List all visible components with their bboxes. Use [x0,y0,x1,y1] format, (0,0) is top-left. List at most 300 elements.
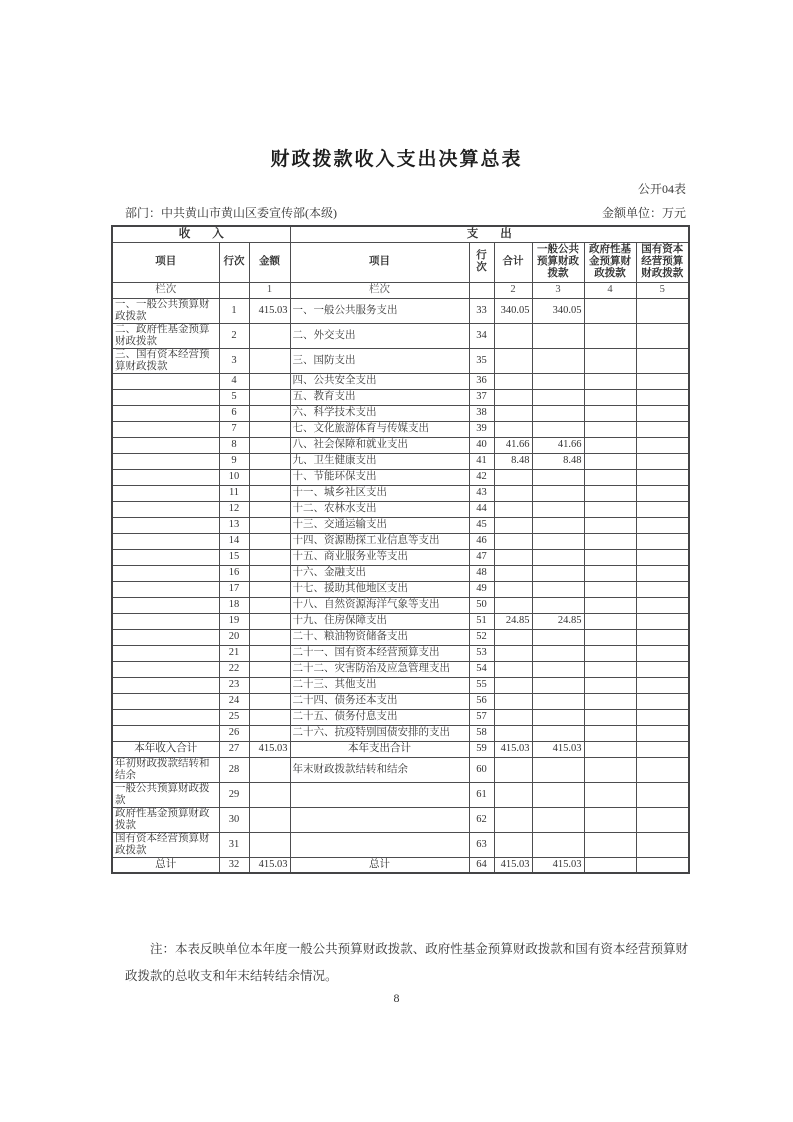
income-item-cell [112,661,219,677]
expense-general-public-cell: 415.03 [532,857,584,873]
expense-state-capital-cell [636,469,689,485]
expense-total-cell [494,405,532,421]
income-amount-cell [249,782,290,807]
expense-rowno-cell: 64 [469,857,494,873]
expense-item-cell: 六、科学技术支出 [290,405,469,421]
expense-general-public-cell [532,323,584,348]
income-amount-cell [249,389,290,405]
expense-gov-fund-cell [584,677,636,693]
column-header-row [112,242,689,282]
expense-col-index: 3 [532,282,584,298]
expense-item-cell: 七、文化旅游体育与传媒支出 [290,421,469,437]
expense-item-cell: 十七、援助其他地区支出 [290,581,469,597]
income-rowno-cell: 16 [219,565,249,581]
expense-state-capital-cell [636,645,689,661]
table-row [112,757,689,782]
income-amount-cell [249,709,290,725]
fiscal-summary-table [111,225,690,874]
expense-rowno-cell: 60 [469,757,494,782]
expense-total-cell [494,323,532,348]
page-title: 财政拨款收入支出决算总表 [270,149,523,170]
income-rowno-cell: 32 [219,857,249,873]
expense-gov-fund-cell [584,832,636,857]
expense-item-cell: 五、教育支出 [290,389,469,405]
expense-total-cell [494,832,532,857]
table-row [112,533,689,549]
expense-gov-fund-cell [584,597,636,613]
income-amount-cell [249,677,290,693]
expense-general-public-cell [532,389,584,405]
expense-rowno-cell: 40 [469,437,494,453]
income-amount-cell [249,565,290,581]
income-amount-cell [249,725,290,741]
expense-total-cell [494,581,532,597]
expense-total-header: 合计 [494,242,532,282]
expense-item-cell: 本年支出合计 [290,741,469,757]
expense-gov-fund-cell [584,857,636,873]
expense-total-cell [494,549,532,565]
income-rowno-cell: 22 [219,661,249,677]
income-rowno-cell: 3 [219,348,249,373]
expense-col-index: 2 [494,282,532,298]
income-item-cell: 总计 [112,857,219,873]
expense-total-cell: 415.03 [494,741,532,757]
expense-general-public-cell [532,757,584,782]
income-amount-cell: 415.03 [249,298,290,323]
table-row [112,645,689,661]
income-item-cell [112,437,219,453]
expense-state-capital-cell [636,807,689,832]
income-item-cell [112,549,219,565]
expense-general-public-cell [532,533,584,549]
expense-general-public-cell [532,661,584,677]
expense-state-capital-cell [636,832,689,857]
expense-state-capital-cell [636,741,689,757]
income-rowno-cell: 12 [219,501,249,517]
expense-rowno-cell: 44 [469,501,494,517]
income-rowno-cell: 2 [219,323,249,348]
income-rowno-cell: 20 [219,629,249,645]
expense-item-cell: 四、公共安全支出 [290,373,469,389]
expense-gov-fund-cell [584,782,636,807]
income-amount-cell [249,323,290,348]
income-rowno-cell: 28 [219,757,249,782]
expense-item-cell: 十一、城乡社区支出 [290,485,469,501]
expense-item-cell: 十四、资源勘探工业信息等支出 [290,533,469,549]
expense-state-capital-cell [636,453,689,469]
expense-total-cell: 8.48 [494,453,532,469]
income-rowno-cell: 10 [219,469,249,485]
section-header-row [112,226,689,242]
expense-rowno-cell: 45 [469,517,494,533]
expense-gov-fund-cell [584,693,636,709]
expense-rowno-cell: 50 [469,597,494,613]
income-rowno-cell: 21 [219,645,249,661]
expense-state-capital-cell [636,581,689,597]
expense-item-cell [290,782,469,807]
expense-state-capital-cell [636,501,689,517]
table-row [112,517,689,533]
income-item-cell [112,565,219,581]
income-item-cell [112,485,219,501]
income-rowno-cell: 24 [219,693,249,709]
income-item-cell [112,405,219,421]
expense-state-capital-cell [636,373,689,389]
expense-total-cell [494,373,532,389]
expense-general-public-cell: 41.66 [532,437,584,453]
table-row [112,597,689,613]
expense-item-cell [290,807,469,832]
expense-total-cell [494,348,532,373]
income-amount-cell [249,501,290,517]
income-rowno-cell: 27 [219,741,249,757]
expense-state-capital-cell [636,709,689,725]
expense-general-public-cell [532,469,584,485]
income-amount-cell [249,645,290,661]
expense-item-cell: 十九、住房保障支出 [290,613,469,629]
expense-gov-fund-cell [584,373,636,389]
expense-item-cell: 九、卫生健康支出 [290,453,469,469]
income-rowno-cell: 11 [219,485,249,501]
expense-gov-fund-cell [584,613,636,629]
expense-gov-fund-cell [584,757,636,782]
index-empty-cell [219,282,249,298]
income-item-cell: 本年收入合计 [112,741,219,757]
expense-gov-fund-cell [584,405,636,421]
income-rowno-cell: 13 [219,517,249,533]
expense-item-cell: 十五、商业服务业等支出 [290,549,469,565]
expense-state-capital-cell [636,485,689,501]
income-index-label: 栏次 [112,282,219,298]
expense-gov-fund-cell [584,421,636,437]
table-row [112,629,689,645]
expense-total-cell: 24.85 [494,613,532,629]
expense-item-cell: 年末财政拨款结转和结余 [290,757,469,782]
income-rowno-cell: 6 [219,405,249,421]
expense-general-public-cell [532,549,584,565]
gov-fund-budget-header: 政府性基金预算财政拨款 [584,242,636,282]
expense-general-public-cell [532,725,584,741]
expense-state-capital-cell [636,405,689,421]
expense-gov-fund-cell [584,565,636,581]
income-rowno-cell: 19 [219,613,249,629]
expense-section-header [290,226,689,242]
expense-rowno-cell: 56 [469,693,494,709]
expense-item-cell: 一、一般公共服务支出 [290,298,469,323]
expense-total-cell [494,597,532,613]
expense-item-cell: 十三、交通运输支出 [290,517,469,533]
expense-rowno-cell: 38 [469,405,494,421]
expense-rowno-cell: 46 [469,533,494,549]
income-rowno-cell: 7 [219,421,249,437]
expense-state-capital-cell [636,389,689,405]
income-item-cell: 一、一般公共预算财政拨款 [112,298,219,323]
expense-item-cell: 十六、金融支出 [290,565,469,581]
column-index-row [112,282,689,298]
table-body [112,298,689,873]
income-amount-cell [249,597,290,613]
expense-general-public-cell [532,501,584,517]
expense-rowno-cell: 54 [469,661,494,677]
expense-item-cell: 二十、粮油物资储备支出 [290,629,469,645]
expense-state-capital-cell [636,677,689,693]
table-row [112,677,689,693]
expense-general-public-cell: 415.03 [532,741,584,757]
expense-general-public-cell [532,807,584,832]
income-item-cell: 政府性基金预算财政拨款 [112,807,219,832]
expense-rowno-cell: 47 [469,549,494,565]
table-row [112,405,689,421]
expense-rowno-cell: 62 [469,807,494,832]
income-rowno-cell: 23 [219,677,249,693]
expense-total-cell: 340.05 [494,298,532,323]
income-rowno-cell: 25 [219,709,249,725]
income-item-header: 项目 [112,242,219,282]
income-amount-cell [249,693,290,709]
income-item-cell: 国有资本经营预算财政拨款 [112,832,219,857]
expense-total-cell [494,661,532,677]
income-rowno-cell: 26 [219,725,249,741]
expense-rowno-cell: 35 [469,348,494,373]
expense-col-index: 4 [584,282,636,298]
meta-row [125,204,686,221]
income-item-cell [112,389,219,405]
department-label: 部门：中共黄山市黄山区委宣传部(本级) [125,206,337,220]
income-rowno-cell: 31 [219,832,249,857]
income-rowno-cell: 5 [219,389,249,405]
expense-gov-fund-cell [584,661,636,677]
income-amount-cell [249,757,290,782]
expense-state-capital-cell [636,857,689,873]
table-row [112,549,689,565]
table-row [112,469,689,485]
form-code-label: 公开04表 [637,182,686,196]
expense-gov-fund-cell [584,517,636,533]
expense-state-capital-cell [636,437,689,453]
table-row [112,693,689,709]
income-item-cell [112,613,219,629]
expense-col-index: 5 [636,282,689,298]
expense-item-cell: 八、社会保障和就业支出 [290,437,469,453]
expense-rowno-cell: 53 [469,645,494,661]
expense-item-cell: 二十一、国有资本经营预算支出 [290,645,469,661]
expense-item-cell: 二十五、债务付息支出 [290,709,469,725]
income-amount-cell: 415.03 [249,741,290,757]
expense-state-capital-cell [636,693,689,709]
income-amount-cell [249,437,290,453]
expense-gov-fund-cell [584,533,636,549]
income-amount-cell [249,807,290,832]
income-rowno-cell: 4 [219,373,249,389]
table-row [112,857,689,873]
income-item-cell [112,629,219,645]
expense-item-cell: 三、国防支出 [290,348,469,373]
expense-rowno-cell: 61 [469,782,494,807]
table-note: 注：本表反映单位本年度一般公共预算财政拨款、政府性基金预算财政拨款和国有资本经营预算财政拨款的总收支和年末结转结余情况。 [125,942,688,983]
expense-general-public-cell [532,405,584,421]
table-row [112,485,689,501]
table-row [112,661,689,677]
expense-total-cell [494,782,532,807]
expense-rowno-cell: 55 [469,677,494,693]
income-item-cell: 三、国有资本经营预算财政拨款 [112,348,219,373]
expense-rowno-cell: 33 [469,298,494,323]
expense-total-cell [494,565,532,581]
expense-general-public-cell [532,581,584,597]
income-item-cell [112,645,219,661]
expense-rowno-cell: 39 [469,421,494,437]
table-row [112,565,689,581]
expense-total-cell [494,469,532,485]
expense-total-cell: 415.03 [494,857,532,873]
income-rowno-cell: 29 [219,782,249,807]
expense-gov-fund-cell [584,453,636,469]
expense-state-capital-cell [636,661,689,677]
expense-state-capital-cell [636,782,689,807]
table-row [112,421,689,437]
expense-total-cell [494,693,532,709]
expense-rowno-cell: 41 [469,453,494,469]
income-amount-cell [249,485,290,501]
income-amount-cell [249,453,290,469]
table-row [112,807,689,832]
state-capital-budget-header: 国有资本经营预算财政拨款 [636,242,689,282]
expense-state-capital-cell [636,549,689,565]
table-row [112,501,689,517]
expense-total-cell [494,807,532,832]
expense-gov-fund-cell [584,469,636,485]
income-amount-cell [249,373,290,389]
expense-general-public-cell [532,832,584,857]
expense-item-cell: 十、节能环保支出 [290,469,469,485]
expense-total-cell [494,629,532,645]
income-item-cell [112,501,219,517]
table-row [112,832,689,857]
expense-rowno-header: 行次 [469,242,494,282]
expense-general-public-cell [532,565,584,581]
expense-state-capital-cell [636,348,689,373]
expense-total-cell [494,421,532,437]
expense-item-cell [290,832,469,857]
income-rowno-cell: 30 [219,807,249,832]
expense-gov-fund-cell [584,323,636,348]
expense-item-cell: 二十二、灾害防治及应急管理支出 [290,661,469,677]
expense-general-public-cell [532,597,584,613]
expense-rowno-cell: 48 [469,565,494,581]
expense-rowno-cell: 52 [469,629,494,645]
expense-item-cell: 二十三、其他支出 [290,677,469,693]
table-row [112,389,689,405]
expense-total-cell [494,501,532,517]
expense-rowno-cell: 63 [469,832,494,857]
expense-item-cell: 二十六、抗疫特别国债安排的支出 [290,725,469,741]
income-item-cell [112,453,219,469]
expense-total-cell [494,533,532,549]
income-item-cell [112,709,219,725]
expense-state-capital-cell [636,517,689,533]
expense-general-public-cell [532,348,584,373]
expense-general-public-cell [532,782,584,807]
income-amount-cell [249,348,290,373]
expense-total-cell [494,517,532,533]
expense-rowno-cell: 49 [469,581,494,597]
income-item-cell: 二、政府性基金预算财政拨款 [112,323,219,348]
income-amount-cell [249,613,290,629]
income-rowno-cell: 9 [219,453,249,469]
expense-general-public-cell [532,709,584,725]
unit-label: 金额单位：万元 [601,206,686,220]
expense-total-cell [494,645,532,661]
expense-general-public-cell [532,693,584,709]
income-section-header [112,226,290,242]
expense-gov-fund-cell [584,348,636,373]
income-rowno-cell: 17 [219,581,249,597]
expense-state-capital-cell [636,757,689,782]
income-rowno-cell: 15 [219,549,249,565]
expense-general-public-cell [532,421,584,437]
income-amount-cell [249,405,290,421]
income-amount-cell [249,661,290,677]
expense-total-cell [494,485,532,501]
expense-rowno-cell: 59 [469,741,494,757]
income-rowno-cell: 1 [219,298,249,323]
expense-general-public-cell [532,485,584,501]
expense-gov-fund-cell [584,807,636,832]
table-row [112,741,689,757]
expense-rowno-cell: 42 [469,469,494,485]
income-item-cell [112,677,219,693]
income-rowno-cell: 8 [219,437,249,453]
table-row [112,581,689,597]
expense-general-public-cell [532,629,584,645]
expense-gov-fund-cell [584,629,636,645]
expense-item-cell: 总计 [290,857,469,873]
table-row [112,613,689,629]
expense-state-capital-cell [636,323,689,348]
table-row [112,709,689,725]
expense-item-cell: 二十四、债务还本支出 [290,693,469,709]
expense-gov-fund-cell [584,725,636,741]
expense-general-public-cell: 24.85 [532,613,584,629]
expense-index-label: 栏次 [290,282,469,298]
income-rowno-cell: 14 [219,533,249,549]
expense-state-capital-cell [636,725,689,741]
income-item-cell [112,581,219,597]
income-amount-cell [249,421,290,437]
expense-total-cell [494,389,532,405]
expense-rowno-cell: 43 [469,485,494,501]
expense-rowno-cell: 57 [469,709,494,725]
income-amount-cell: 415.03 [249,857,290,873]
expense-gov-fund-cell [584,741,636,757]
income-rowno-header: 行次 [219,242,249,282]
expense-state-capital-cell [636,629,689,645]
income-amount-cell [249,832,290,857]
expense-rowno-cell: 51 [469,613,494,629]
income-col-index: 1 [249,282,290,298]
income-item-cell [112,533,219,549]
income-item-cell [112,725,219,741]
expense-rowno-cell: 37 [469,389,494,405]
index-empty-cell [469,282,494,298]
expense-general-public-cell [532,517,584,533]
expense-total-cell: 41.66 [494,437,532,453]
income-section-label: 收入 [178,228,246,241]
income-amount-cell [249,533,290,549]
income-item-cell [112,693,219,709]
income-amount-cell [249,629,290,645]
expense-state-capital-cell [636,421,689,437]
